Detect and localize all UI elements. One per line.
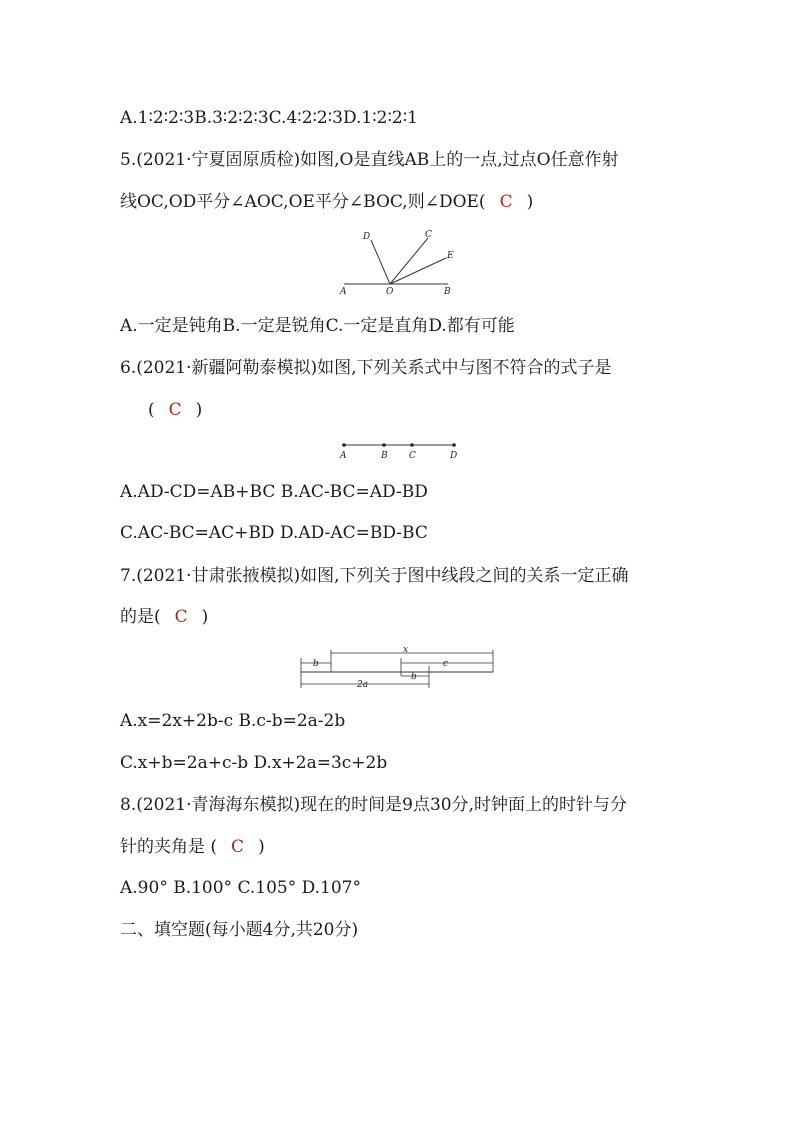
q5-label-e: E	[447, 251, 454, 261]
q6-close-paren: )	[195, 400, 203, 420]
q7-options-cd: C.x+b=2a+c-b D.x+2a=3c+2b	[120, 753, 388, 773]
q8-stem-text: 针的夹角是 (	[120, 837, 218, 857]
q7-label-c: c	[443, 659, 449, 669]
q6-open-paren: (	[148, 400, 155, 420]
q6-stem-line1: 6.(2021·新疆阿勒泰模拟)如图,下列关系式中与图不符合的式子是	[120, 358, 612, 378]
q7-label-b-top: b	[313, 659, 319, 669]
q8-options: A.90° B.100° C.105° D.107°	[120, 878, 361, 898]
q5-ray-od	[371, 240, 390, 284]
q8-close-paren: )	[258, 837, 265, 857]
q8-answer: C	[231, 837, 245, 857]
q7-figure	[297, 646, 497, 690]
q5-label-c: C	[425, 230, 432, 240]
q5-label-b: B	[444, 287, 451, 297]
q7-stem-line1: 7.(2021·甘肃张掖模拟)如图,下列关于图中线段之间的关系一定正确	[120, 566, 629, 586]
section2-title: 二、填空题(每小题4分,共20分)	[120, 920, 359, 940]
q5-label-d: D	[363, 232, 371, 242]
q6-point-c	[410, 443, 414, 447]
q7-label-2a: 2a	[357, 680, 369, 690]
q6-point-a	[342, 443, 346, 447]
q7-answer: C	[174, 607, 188, 627]
q6-options-ab: A.AD-CD=AB+BC B.AC-BC=AD-BD	[120, 482, 428, 502]
q6-label-c: C	[409, 451, 416, 461]
q8-stem-line1: 8.(2021·青海海东模拟)现在的时间是9点30分,时钟面上的时针与分	[120, 795, 628, 815]
q5-label-a: A	[340, 287, 347, 297]
q6-answer: C	[168, 400, 182, 420]
q6-options-cd: C.AC-BC=AC+BD D.AD-AC=BD-BC	[120, 523, 428, 543]
q5-ray-oc	[390, 238, 428, 284]
q5-options: A.一定是钝角B.一定是锐角C.一定是直角D.都有可能	[120, 316, 515, 336]
q5-stem-line2	[120, 190, 533, 214]
q6-label-b: B	[381, 451, 388, 461]
q5-stem-text: 线OC,OD平分∠AOC,OE平分∠BOC,则∠DOE(	[120, 192, 486, 212]
q6-figure	[336, 436, 466, 466]
q4-options: A.1∶2∶2∶3B.3∶2∶2∶3C.4∶2∶2∶3D.1∶2∶2∶1	[120, 108, 418, 128]
q7-close-paren: )	[201, 607, 209, 627]
q5-stem-line1: 5.(2021·宁夏固原质检)如图,O是直线AB上的一点,过点O任意作射	[120, 150, 619, 170]
q6-point-b	[382, 443, 386, 447]
q5-ray-oe	[390, 258, 446, 284]
q7-stem-text: 的是(	[120, 607, 161, 627]
q7-stem-line2	[120, 605, 208, 629]
q7-label-x: x	[403, 645, 409, 655]
q6-answer-line	[148, 398, 202, 422]
q6-point-d	[452, 443, 456, 447]
q5-close-paren: )	[526, 192, 534, 212]
q8-stem-line2	[120, 835, 265, 859]
q6-label-a: A	[340, 451, 347, 461]
q6-label-d: D	[450, 451, 458, 461]
q5-label-o: O	[386, 287, 394, 297]
q5-answer: C	[499, 192, 513, 212]
q7-label-b-mid: b	[411, 672, 417, 682]
q7-options-ab: A.x=2x+2b-c B.c-b=2a-2b	[120, 711, 346, 731]
q5-figure	[336, 228, 456, 298]
